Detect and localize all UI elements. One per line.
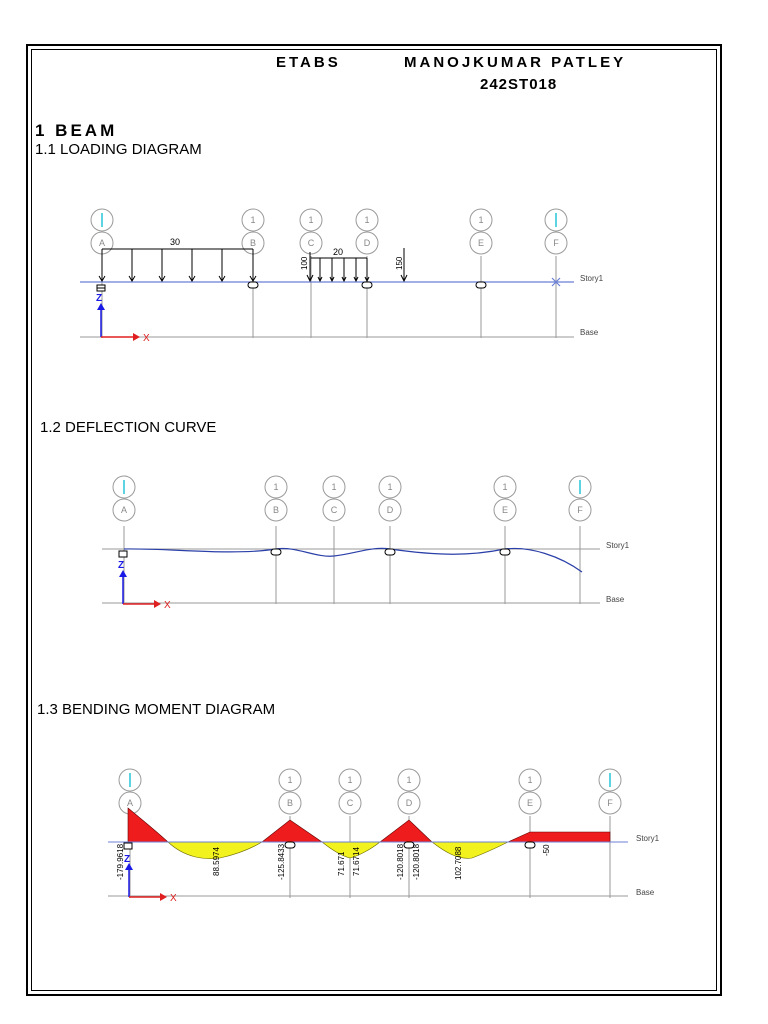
def-story-num-b: 1 (273, 482, 279, 492)
story-num-e: 1 (478, 215, 484, 225)
def-support-pin-b (271, 549, 281, 555)
bmd-base-label: Base (636, 888, 655, 897)
support-pin-b (248, 282, 258, 288)
moment-e: -50 (542, 844, 551, 856)
bmd-neg-ef (508, 832, 610, 842)
bmd-neg-a (128, 808, 168, 842)
def-axis-x-label: X (164, 600, 171, 611)
support-pin-e (476, 282, 486, 288)
section-heading: 1 BEAM (35, 121, 118, 140)
bmd-pos-c (322, 842, 380, 858)
bmd-support-fixed-a (124, 843, 132, 849)
bmd-grid-label-c: C (346, 798, 354, 808)
loading-base-label: Base (580, 328, 599, 337)
bmd-neg-d (380, 820, 432, 842)
def-story-num-d: 1 (387, 482, 393, 492)
def-axis-z-label: Z (118, 560, 125, 571)
loading-bubbles (91, 209, 567, 254)
bmd-story-num-b: 1 (287, 775, 293, 785)
def-grid-label-c: C (330, 505, 338, 515)
udl-ab-label: 30 (169, 237, 181, 247)
def-grid-label-f: F (577, 505, 583, 515)
udl-cd-label: 20 (332, 247, 344, 257)
udl-ab-arrows (99, 249, 256, 281)
grid-label-f: F (553, 238, 559, 248)
point-load-c-label: 100 (300, 256, 309, 270)
def-support-pin-d (385, 549, 395, 555)
def-grid-label-d: D (386, 505, 394, 515)
story-num-b: 1 (250, 215, 256, 225)
deflection-curve (124, 548, 582, 572)
grid-label-e: E (477, 238, 485, 248)
bmd-grid-label-a: A (126, 798, 134, 808)
bmd-story-num-e: 1 (527, 775, 533, 785)
def-base-label: Base (606, 595, 625, 604)
bmd-grid-label-f: F (607, 798, 613, 808)
moment-de: 102.7088 (454, 846, 463, 880)
def-support-pin-e (500, 549, 510, 555)
grid-label-a: A (98, 238, 106, 248)
bmd-axis-z-label: Z (124, 854, 131, 865)
section-loading-title: 1.1 LOADING DIAGRAM (35, 141, 202, 158)
bmd-axis-x-label: X (170, 893, 177, 904)
bmd-pos-de (432, 842, 508, 858)
loading-diagram (80, 209, 604, 344)
moment-c-left: 71.671 (337, 851, 346, 876)
loading-story-label: Story1 (580, 274, 604, 283)
section-deflection-title: 1.2 DEFLECTION CURVE (40, 419, 217, 436)
header-software: ETABS (276, 54, 341, 71)
def-grid-label-b: B (272, 505, 280, 515)
bmd-neg-b (262, 820, 322, 842)
def-grid-label-a: A (120, 505, 128, 515)
loading-gridlines (80, 256, 574, 338)
grid-label-b: B (249, 238, 257, 248)
deflection-diagram (102, 476, 630, 611)
moment-d-right: -120.8018 (412, 843, 421, 880)
bmd-story-num-c: 1 (347, 775, 353, 785)
bmd-support-pin-b (285, 842, 295, 848)
header-roll-no: 242ST018 (480, 76, 558, 93)
axis-x-label: X (143, 333, 150, 344)
bmd-support-pin-e (525, 842, 535, 848)
axis-z-arrow (97, 303, 105, 310)
section-bending-title: 1.3 BENDING MOMENT DIAGRAM (37, 701, 276, 718)
grid-label-c: C (307, 238, 315, 248)
story-num-c: 1 (308, 215, 314, 225)
bmd-grid-label-d: D (405, 798, 413, 808)
def-story-num-c: 1 (331, 482, 337, 492)
story-num-d: 1 (364, 215, 370, 225)
def-support-fixed-a (119, 551, 127, 557)
bmd-story-num-d: 1 (406, 775, 412, 785)
header-author: MANOJKUMAR PATLEY (404, 54, 627, 71)
def-grid-label-e: E (501, 505, 509, 515)
bmd-grid-label-e: E (526, 798, 534, 808)
bmd-grid-label-b: B (286, 798, 294, 808)
moment-c-right: 71.6714 (352, 847, 361, 876)
moment-b: -125.8433 (277, 843, 286, 880)
udl-cd-arrows (311, 258, 369, 281)
bmd-story-label: Story1 (636, 834, 660, 843)
axis-x-arrow (133, 333, 140, 341)
moment-a: -179.9618 (116, 843, 125, 880)
support-pin-d (362, 282, 372, 288)
bending-diagram (108, 769, 660, 904)
moment-ab: 88.5974 (212, 847, 221, 876)
axis-z-label: Z (96, 293, 103, 304)
point-load-cd-label: 150 (395, 256, 404, 270)
moment-d-left: -120.8018 (396, 843, 405, 880)
grid-label-d: D (363, 238, 371, 248)
def-story-label: Story1 (606, 541, 630, 550)
def-story-num-e: 1 (502, 482, 508, 492)
